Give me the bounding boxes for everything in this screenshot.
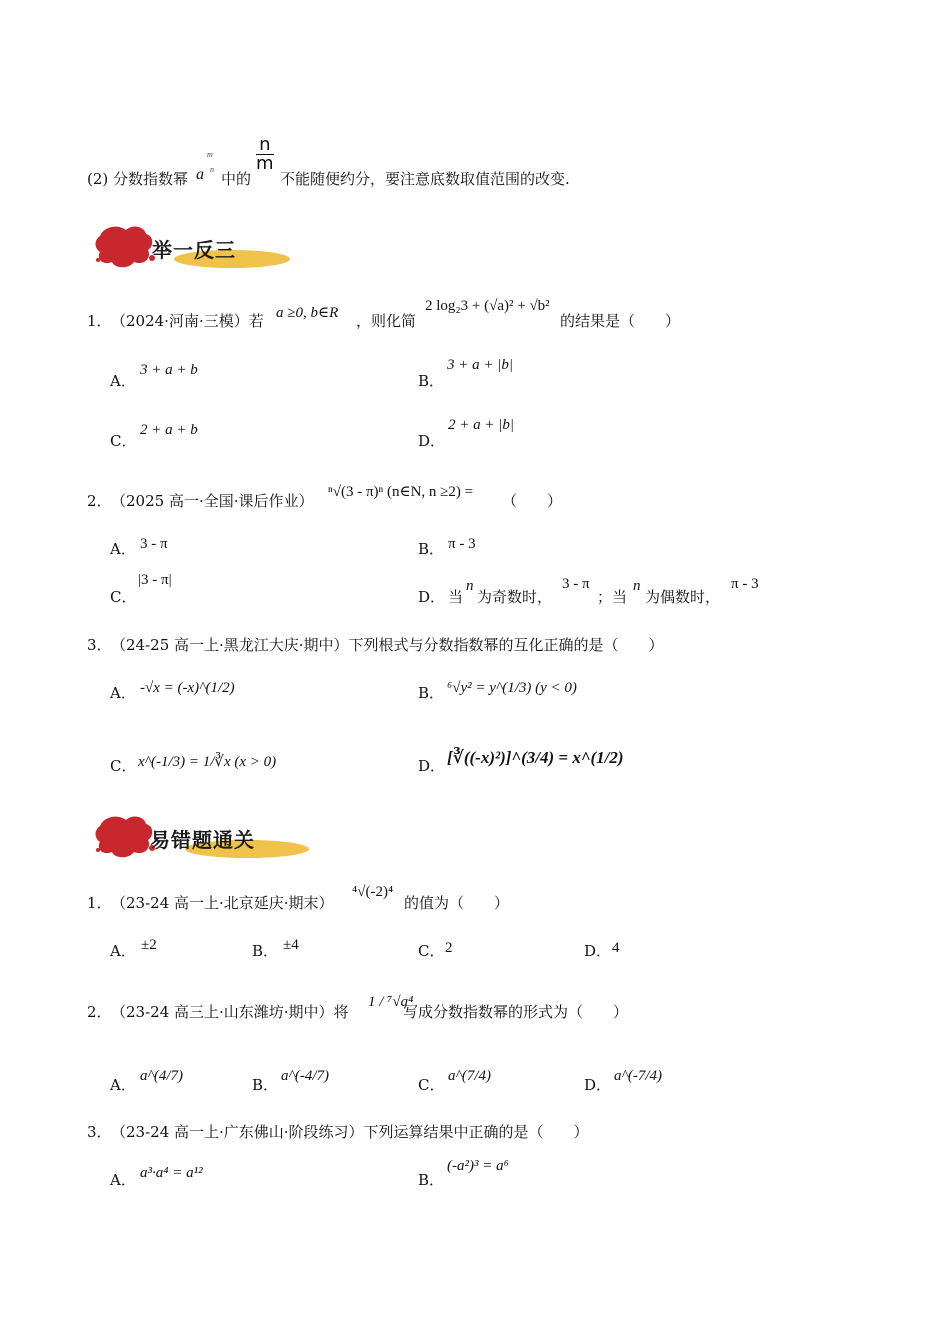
option-label-d[interactable]: D． — [418, 757, 446, 775]
option-d[interactable]: a^(-7/4) — [614, 1068, 662, 1084]
option-d-n2: n — [633, 578, 641, 594]
question-expression: 2 log₂3 + (√a)² + √b² — [425, 298, 550, 314]
option-label-b[interactable]: B． — [252, 1076, 279, 1094]
question-number: 3． — [87, 636, 112, 654]
option-label-b[interactable]: B． — [252, 942, 279, 960]
option-d-value2: π - 3 — [731, 576, 759, 592]
option-a[interactable]: 3 + a + b — [140, 362, 198, 378]
option-label-a[interactable]: A． — [110, 372, 136, 390]
option-label-a[interactable]: A． — [110, 540, 136, 558]
option-c[interactable]: 2 — [445, 940, 453, 956]
option-c[interactable]: a^(7/4) — [448, 1068, 491, 1084]
option-b[interactable]: ±4 — [283, 937, 299, 953]
option-b[interactable]: ⁶√y² = y^(1/3) (y < 0) — [447, 680, 577, 696]
option-label-c[interactable]: C． — [418, 1076, 445, 1094]
section-banner-2 — [92, 812, 314, 864]
option-label-c[interactable]: C． — [110, 588, 137, 606]
option-a[interactable]: a³·a⁴ = a¹² — [140, 1165, 203, 1181]
option-c[interactable]: 2 + a + b — [140, 422, 198, 438]
option-b[interactable]: a^(-4/7) — [281, 1068, 329, 1084]
question-text: （24-25 高一上·黑龙江大庆·期中）下列根式与分数指数幂的互化正确的是（ ） — [111, 636, 664, 654]
option-label-a[interactable]: A． — [110, 1171, 136, 1189]
option-label-a[interactable]: A． — [110, 942, 136, 960]
question-source: （23-24 高三上·山东潍坊·期中）将 — [111, 1003, 349, 1021]
option-d[interactable]: 4 — [612, 940, 620, 956]
note-suffix: 不能随便约分，要注意底数取值范围的改变. — [280, 170, 570, 188]
question-condition: a ≥0, b∈R — [276, 305, 339, 321]
option-label-d[interactable]: D． — [418, 432, 446, 450]
option-label-b[interactable]: B． — [418, 372, 445, 390]
question-number: 1． — [87, 312, 112, 330]
question-number: 1． — [87, 894, 112, 912]
option-label-c[interactable]: C． — [418, 942, 445, 960]
option-d[interactable]: [∛((-x)²)]^(3/4) = x^(1/2) — [447, 748, 624, 767]
option-a[interactable]: ±2 — [141, 937, 157, 953]
question-expression: ⁴√(-2)⁴ — [352, 884, 394, 900]
note-line — [87, 168, 188, 189]
question-mid: ，则化简 — [356, 312, 417, 330]
option-d-n1: n — [466, 578, 474, 594]
question-number: 2． — [87, 1003, 112, 1021]
option-a[interactable]: -√x = (-x)^(1/2) — [140, 680, 235, 696]
option-d-odd: 为奇数时， — [477, 588, 553, 606]
question-tail: 的结果是（ ） — [560, 312, 681, 330]
question-source: （2025 高一·全国·课后作业） — [111, 492, 314, 510]
section-title: 易错题通关 — [150, 828, 255, 852]
option-a[interactable]: a^(4/7) — [140, 1068, 183, 1084]
question-expression: 1 / ⁷√a⁴ — [368, 994, 414, 1010]
option-d-sep: ；当 — [597, 588, 628, 606]
question-tail: （ ） — [502, 492, 563, 510]
question-source: （2024·河南·三模）若 — [111, 312, 264, 330]
option-label-d[interactable]: D． — [418, 588, 446, 606]
question-tail: 的值为（ ） — [404, 894, 510, 912]
option-label-c[interactable]: C． — [110, 757, 137, 775]
question-source: （23-24 高一上·北京延庆·期末） — [111, 894, 334, 912]
option-label-d[interactable]: D． — [584, 1076, 612, 1094]
option-label-b[interactable]: B． — [418, 540, 445, 558]
option-label-b[interactable]: B． — [418, 1171, 445, 1189]
note-power: a — [196, 166, 204, 183]
note-prefix: (2) 分数指数幂 — [87, 170, 189, 188]
question-tail: 写成分数指数幂的形式为（ ） — [403, 1003, 629, 1021]
option-b[interactable]: 3 + a + |b| — [447, 357, 513, 373]
option-label-b[interactable]: B． — [418, 684, 445, 702]
option-c[interactable]: |3 - π| — [138, 572, 172, 588]
note-mid: 中的 — [221, 170, 252, 188]
option-label-c[interactable]: C． — [110, 432, 137, 450]
option-a[interactable]: 3 - π — [140, 536, 168, 552]
note-power-exp2: n — [210, 165, 214, 174]
option-label-a[interactable]: A． — [110, 684, 136, 702]
option-b[interactable]: (-a²)³ = a⁶ — [447, 1158, 509, 1174]
option-b[interactable]: π - 3 — [448, 536, 476, 552]
option-c[interactable]: x^(-1/3) = 1/∛x (x > 0) — [138, 754, 277, 770]
section-title: 举一反三 — [152, 238, 236, 262]
option-d-even: 为偶数时， — [645, 588, 721, 606]
section-banner-1 — [92, 222, 292, 274]
note-power-exp: m — [207, 150, 213, 159]
option-label-a[interactable]: A． — [110, 1076, 136, 1094]
question-text: （23-24 高一上·广东佛山·阶段练习）下列运算结果中正确的是（ ） — [111, 1123, 589, 1141]
option-d-value1: 3 - π — [562, 576, 590, 592]
question-number: 3． — [87, 1123, 112, 1141]
note-fraction: $\frac{n}{m}$ — [256, 134, 274, 174]
option-d[interactable]: 2 + a + |b| — [448, 417, 514, 433]
question-expression: ⁿ√(3 - π)ⁿ (n∈N, n ≥2) = — [328, 484, 474, 500]
option-d-pre[interactable]: 当 — [448, 588, 464, 606]
question-number: 2． — [87, 492, 112, 510]
option-label-d[interactable]: D． — [584, 942, 612, 960]
